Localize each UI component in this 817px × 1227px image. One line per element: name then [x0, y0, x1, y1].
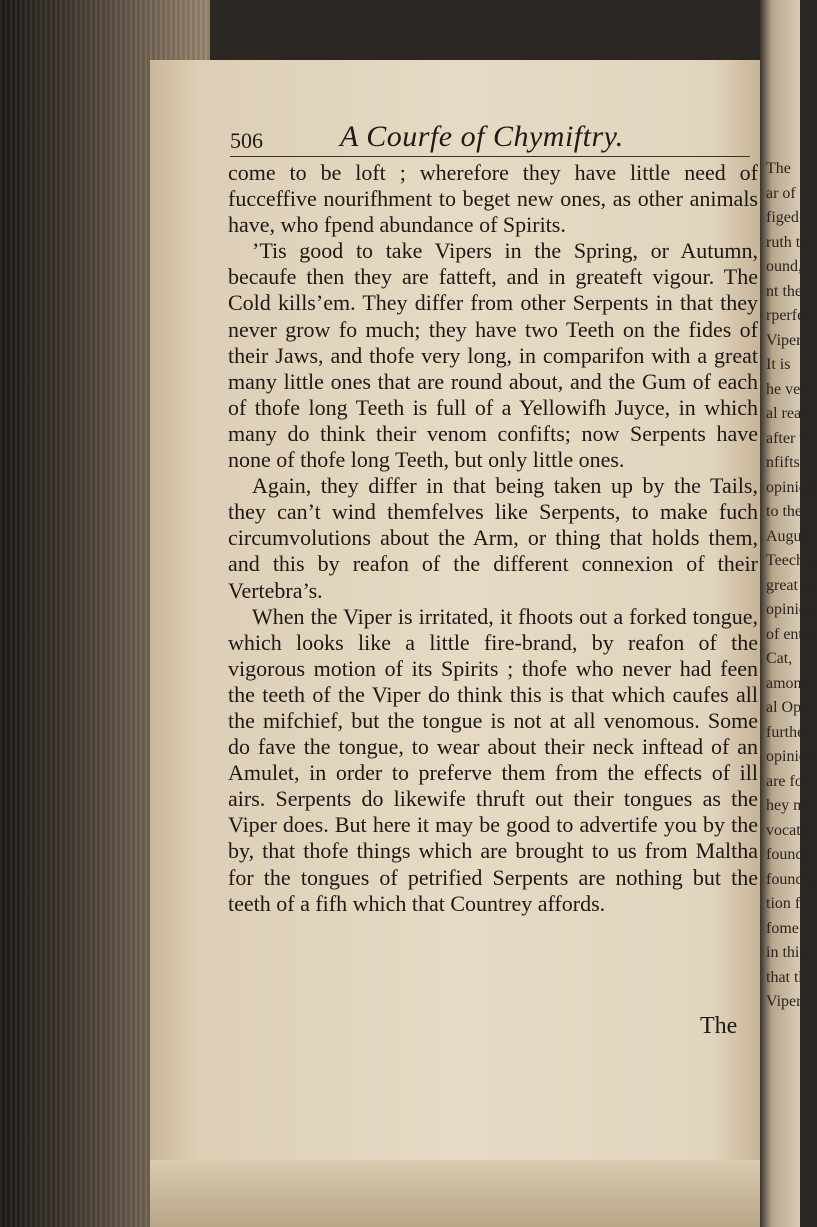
page-bottom-margin: [150, 1160, 760, 1227]
page-number: 506: [230, 128, 263, 153]
facing-page-fragment: are fom: [766, 772, 816, 790]
page-body: [228, 160, 758, 917]
facing-page-fragment: in this: [766, 944, 806, 961]
facing-page-fragment: tion f: [766, 895, 801, 912]
catchword: The: [700, 1013, 738, 1039]
facing-page-fragment: The: [766, 160, 791, 177]
facing-page-fragment: found c: [766, 870, 815, 888]
paragraph: When the Viper is irritated, it fhoots out a forked tongue, which looks like a little fire-brand, by reafon of the vigorous motion of its Spirits ; thofe who never had feen the teeth of the Viper do think this is that which caufes all the mifchief, but the tongue is not at all venomous. Some do fave the tongue, to wear about their neck inftead of an Amulet, in order to preferve them from the effects of ill airs. Serpents do likewife thruft out their tongues as the Viper does. But here it may be good to advertife you by the by, that thofe things which are brought to us from Maltha for the tongues of petrified Serpents are nothing but the teeth of a fifh which that Countrey affords.: [228, 603, 758, 916]
facing-page-fragment: that th: [766, 968, 807, 986]
facing-page-sliver: [760, 0, 817, 1227]
facing-page-fragment: ound,: [766, 258, 802, 275]
facing-page-fragment: nt the: [766, 282, 802, 300]
facing-page-fragment: opinion: [766, 478, 815, 496]
facing-page-fragment: hey m: [766, 797, 806, 814]
facing-page-fragment: It is: [766, 356, 791, 373]
facing-page-fragment: Teeches: [766, 552, 817, 569]
facing-page-fragment: al reaf: [766, 405, 807, 422]
facing-page-fragment: opinion: [766, 748, 815, 765]
paragraph: Again, they differ in that being taken up by the Tails, they can’t wind themfelves like Serpents, to make fuch circumvolutions about the Arm, or thing that holds them, and this by reafon of the different connexion of their Vertebra’s.: [228, 473, 758, 603]
facing-page-fragment: after th: [766, 429, 812, 447]
facing-page-fragment: opinion: [766, 601, 815, 618]
facing-page-fragment: Viper,: [766, 993, 805, 1010]
facing-page-fragment: found,: [766, 846, 808, 863]
facing-page-fragment: to the r: [766, 503, 812, 520]
facing-page-fragment: fome: [766, 919, 799, 937]
facing-page-fragment: rperfe: [766, 307, 805, 324]
facing-page-fragment: further: [766, 723, 810, 741]
facing-page-fragment: ar of: [766, 184, 796, 202]
facing-page-fragment: Viper,: [766, 331, 805, 349]
page-header: [230, 108, 750, 157]
facing-page-fragment: Augufi: [766, 527, 812, 545]
paragraph: come to be loft ; wherefore they have little need of fucceffive nourifhment to beget new ones, as other animals have, who fpend abundance of Spirits.: [228, 160, 758, 238]
running-title: A Courfe of Chymiftry.: [340, 120, 624, 153]
facing-page-fragment: of entra: [766, 625, 816, 643]
facing-page-fragment: among: [766, 674, 810, 692]
facing-page-fragment: ruth th: [766, 233, 809, 251]
paragraph: ’Tis good to take Vipers in the Spring, or Autumn, becaufe then they are fatteft, and in greateft vigour. The Cold kills’em. They differ from other Serpents in that they never grow fo much; they have two Teeth on the fides of their Jaws, and thofe very long, in comparifon with a great many little ones that are round about, and the Gum of each of thofe long Teeth is full of a Yellowifh Juyce, in which many do think their venom confifts; now Serpents have none of thofe long Teeth, but only little ones.: [228, 238, 758, 473]
facing-page-fragment: great m: [766, 576, 815, 594]
facing-page-fragment: vocatio: [766, 821, 814, 839]
facing-page-fragment: Cat,: [766, 650, 793, 667]
facing-page-fragment: he ven: [766, 380, 809, 398]
facing-page-fragment: al Ope: [766, 699, 809, 716]
facing-page-fragment: figed: [766, 209, 799, 226]
facing-page-fragment: nfifts: [766, 454, 800, 471]
